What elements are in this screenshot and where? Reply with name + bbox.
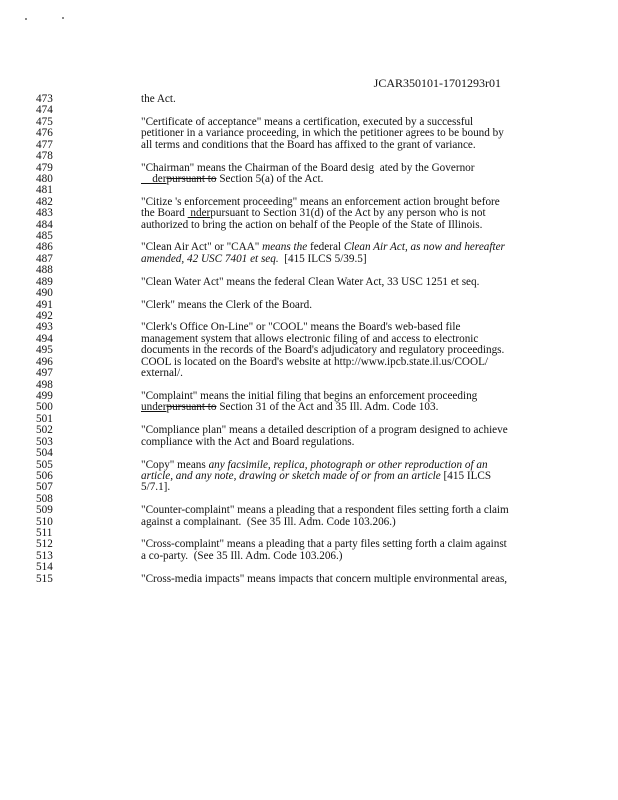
inserted-text: nder [187, 207, 211, 220]
line-number: 491 [36, 298, 53, 311]
line-text [141, 551, 343, 562]
struck-text: pursuant to [166, 401, 217, 414]
line-number: 481 [36, 184, 53, 197]
line-number: 478 [36, 150, 53, 163]
italic-text: Clean Air Act, as now and hereafter [343, 241, 505, 254]
document-line [0, 437, 618, 448]
inserted-text: under [141, 401, 167, 414]
line-number: 495 [36, 344, 53, 357]
italic-text: any facsimile, replica, photograph or other reproduction of an [208, 458, 488, 471]
line-number: 513 [36, 549, 53, 562]
text-run: the Act. [141, 93, 176, 105]
line-number: 480 [36, 172, 53, 185]
line-number: 501 [36, 412, 53, 425]
line-number: 485 [36, 230, 53, 243]
scan-speck [62, 17, 64, 19]
line-text [141, 437, 354, 448]
text-run: management system that allows electronic filing of and access to electronic [141, 332, 479, 345]
line-number: 505 [36, 458, 53, 471]
document-line [0, 277, 618, 288]
document-line [0, 357, 618, 368]
text-run: Section 5(a) of the Act. [216, 172, 324, 185]
document-line [0, 517, 618, 528]
line-number: 487 [36, 252, 53, 265]
line-number: 499 [36, 389, 53, 402]
document-body [0, 94, 618, 585]
line-text [141, 140, 476, 151]
line-number: 500 [36, 401, 53, 414]
text-run: against a complainant. (See 35 Ill. Adm. Code 103.206.) [141, 515, 396, 528]
line-number: 477 [36, 138, 53, 151]
line-text [141, 174, 323, 185]
text-run: a co-party. (See 35 Ill. Adm. Code 103.206.) [141, 549, 343, 562]
line-text [141, 574, 507, 585]
line-text [141, 357, 488, 368]
text-run: all terms and conditions that the Board has affixed to the grant of variance. [141, 138, 476, 151]
document-line [0, 551, 618, 562]
document-line [0, 94, 618, 105]
line-number: 510 [36, 515, 53, 528]
document-id: JCAR350101-1701293r01 [373, 76, 501, 90]
line-number: 502 [36, 424, 53, 437]
line-number: 490 [36, 287, 53, 300]
line-number: 483 [36, 207, 53, 220]
line-number: 484 [36, 218, 53, 231]
line-number: 497 [36, 367, 53, 380]
line-number: 493 [36, 321, 53, 334]
struck-text: pursuant to [166, 172, 217, 185]
line-number: 498 [36, 378, 53, 391]
line-number: 482 [36, 195, 53, 208]
text-run: authorized to bring the action on behalf of the People of the State of Illinois. [141, 218, 483, 231]
line-number: 509 [36, 504, 53, 517]
document-line [0, 174, 618, 185]
text-run: 5/7.1]. [141, 481, 171, 494]
line-number: 508 [36, 492, 53, 505]
text-run: "Cross-media impacts" means impacts that concern multiple environmental areas, [141, 572, 508, 585]
document-line [0, 482, 618, 493]
line-text [141, 482, 170, 493]
inserted-text: der [141, 172, 167, 185]
line-number: 476 [36, 127, 53, 140]
text-run: documents in the records of the Board's adjudicatory and regulatory proceedings. [141, 344, 505, 357]
text-run: Section 31 of the Act and 35 Ill. Adm. Code 103. [216, 401, 439, 414]
text-run: [415 ILCS 5/39.5] [278, 252, 367, 265]
text-run: the Board [141, 207, 188, 220]
text-run: compliance with the Act and Board regulations. [141, 435, 355, 448]
line-number: 473 [36, 93, 53, 105]
line-text [141, 254, 367, 265]
text-run: "Compliance plan" means a detailed description of a program designed to achieve [141, 424, 508, 437]
scan-speck [25, 18, 27, 20]
text-run: "Copy" means [141, 458, 209, 471]
text-run: "Clerk" means the Clerk of the Board. [141, 298, 312, 311]
text-run: COOL is located on the Board's website at http://www.ipcb.state.il.us/COOL/ [141, 355, 489, 368]
document-line [0, 402, 618, 413]
line-number: 504 [36, 447, 53, 460]
italic-text: article, and any note, drawing or sketch made of or from an article [141, 469, 441, 482]
line-text [141, 94, 176, 105]
text-run: petitioner in a variance proceeding, in which the petitioner agrees to be bound by [141, 127, 504, 140]
document-line [0, 140, 618, 151]
text-run: "Clean Air Act" or "CAA" [141, 241, 263, 254]
line-text [141, 277, 479, 288]
text-run: pursuant to Section 31(d) of the Act by any person who is not [210, 207, 486, 220]
text-run: "Clean Water Act" means the federal Clean Water Act, 33 USC 1251 et seq. [141, 275, 480, 288]
text-run: [415 ILCS [440, 469, 492, 482]
document-line [0, 574, 618, 585]
text-run: "Clerk's Office On-Line" or "COOL" means the Board's web-based file [141, 321, 461, 334]
line-number: 479 [36, 161, 53, 174]
text-run: "Citize 's enforcement proceeding" means an enforcement action brought before [141, 195, 500, 208]
line-number: 514 [36, 561, 53, 574]
italic-text: amended, 42 USC 7401 et seq. [141, 252, 279, 265]
document-line [0, 368, 618, 379]
line-number: 474 [36, 104, 53, 117]
line-number: 494 [36, 332, 53, 345]
line-number: 486 [36, 241, 53, 254]
text-run: external/. [141, 367, 183, 380]
text-run: federal [307, 241, 344, 254]
line-number: 475 [36, 115, 53, 128]
line-text [141, 517, 396, 528]
line-number: 506 [36, 469, 53, 482]
text-run: "Counter-complaint" means a pleading that a respondent files setting forth a claim [141, 504, 509, 517]
line-text [141, 402, 438, 413]
line-text [141, 300, 312, 311]
line-text [141, 368, 183, 379]
line-number: 489 [36, 275, 53, 288]
line-number: 515 [36, 572, 53, 585]
line-number: 488 [36, 264, 53, 277]
line-text [141, 471, 491, 482]
document-line [0, 300, 618, 311]
line-number: 503 [36, 435, 53, 448]
line-text [141, 220, 482, 231]
italic-text: means the [262, 241, 308, 254]
line-number: 496 [36, 355, 53, 368]
line-number: 507 [36, 481, 53, 494]
line-number: 511 [36, 527, 53, 540]
document-line [0, 220, 618, 231]
text-run: "Chairman" means the Chairman of the Board desig ated by the Governor [141, 161, 475, 174]
line-number: 492 [36, 310, 53, 323]
text-run: "Certificate of acceptance" means a certification, executed by a successful [141, 115, 474, 128]
text-run: "Complaint" means the initial filing that begins an enforcement proceeding [141, 389, 478, 402]
line-number: 512 [36, 538, 53, 551]
document-line [0, 254, 618, 265]
text-run: "Cross-complaint" means a pleading that a party files setting forth a claim against [141, 538, 507, 551]
document-line [0, 471, 618, 482]
